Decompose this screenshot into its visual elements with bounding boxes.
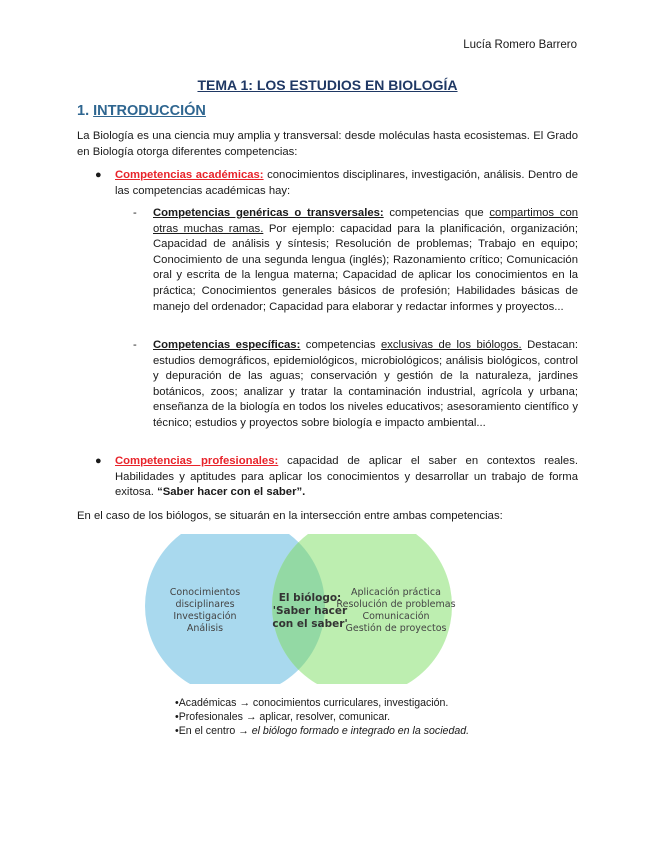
sub-specific-label: Competencias específicas:	[153, 339, 301, 351]
sub-generic-label: Competencias genéricas o transversales:	[153, 207, 384, 219]
section-label: INTRODUCCIÓN	[93, 103, 206, 119]
bullet-academic-label: Competencias académicas:	[115, 169, 264, 181]
venn-right-line: Comunicación	[362, 611, 430, 622]
venn-left-line: disciplinares	[175, 599, 235, 610]
venn-right-line: Gestión de proyectos	[345, 623, 447, 634]
dash-icon: -	[133, 339, 137, 351]
sub-specific-underlined: exclusivas de los biólogos.	[380, 339, 522, 351]
sub-specific	[133, 338, 578, 432]
legend-line-center	[175, 724, 469, 738]
dash-icon: -	[133, 207, 137, 219]
bullet-dot-icon: ●	[95, 455, 102, 467]
conclusion-paragraph: En el caso de los biólogos, se situarán en la intersección entre ambas competencias:	[77, 510, 503, 522]
section-heading	[77, 103, 206, 119]
venn-left-line: Análisis	[186, 623, 224, 634]
author-name: Lucía Romero Barrero	[463, 39, 577, 51]
legend-line-academic: •Académicas → conocimientos curriculares, investigación.	[175, 697, 449, 709]
venn-right-line: Resolución de problemas	[336, 599, 456, 610]
venn-left-line: Conocimientos	[169, 587, 241, 598]
venn-legend	[175, 696, 469, 738]
section-number: 1.	[77, 103, 90, 119]
legend-line-center-b: el biólogo formado e integrado en la sociedad.	[251, 725, 470, 737]
venn-center-line: con el saber'	[272, 618, 348, 630]
bullet-academic	[95, 168, 578, 199]
sub-generic	[133, 206, 579, 315]
legend-line-center-a: •En el centro →	[175, 725, 252, 737]
venn-right-line: Aplicación práctica	[351, 587, 441, 598]
bullet-professional-bold: “Saber hacer con el saber”.	[157, 486, 306, 499]
sub-generic-text-a: competencias que	[383, 207, 490, 219]
venn-center-line: 'Saber hacer	[272, 605, 348, 617]
sub-specific-text-b: Destacan: estudios demográficos, epidemiológicos, microbiológicos; análisis biológicos, control y depuración de las aguas; conservación y gestión de la naturaleza, jardines botánicos, zoos; analizar y tratar la contaminación industrial, agrícola y urbana; enseñanza de la biología en todos los niveles educativos; asesoramiento científico y técnico; estudios y proyectos sobre biología e impacto ambiental...	[153, 339, 578, 429]
sub-specific-text-a: competencias	[300, 339, 381, 351]
sub-generic-text-b: Por ejemplo: capacidad para la planificación, organización; Capacidad de análisis y síntesis; Resolución de problemas; Trabajo en equipo; Conocimiento de una segunda lengua (inglés); Razonamiento crítico; Comunicación oral y escrita de la lengua materna; Capacidad de aplicar los conocimientos en la práctica; Conocimientos generales básicos de profesión; Habilidades básicas de manejo del ordenador; Capacidad para elaborar y redactar informes y proyectos...	[153, 222, 578, 313]
venn-left-line: Investigación	[173, 611, 237, 622]
sub-generic-underlined: compartimos con otras muchas ramas.	[153, 207, 579, 235]
bullet-academic-text: conocimientos disciplinares, investigación, análisis. Dentro de las competencias académicas hay:	[115, 169, 578, 197]
bullet-dot-icon: ●	[95, 169, 102, 181]
legend-line-professional: •Profesionales → aplicar, resolver, comunicar.	[175, 711, 391, 723]
page-title: TEMA 1: LOS ESTUDIOS EN BIOLOGÍA	[197, 77, 458, 93]
venn-diagram	[140, 534, 485, 684]
bullet-professional-text: capacidad de aplicar el saber en contextos reales. Habilidades y aptitudes para aplicar los conocimientos y desarrollar un trabajo de forma exitosa.	[115, 455, 578, 499]
venn-center-line: El biólogo:	[278, 592, 342, 604]
bullet-professional-label: Competencias profesionales:	[115, 455, 279, 467]
bullet-professional	[95, 454, 578, 501]
intro-paragraph: La Biología es una ciencia muy amplia y transversal: desde moléculas hasta ecosistemas. El Grado en Biología otorga diferentes competencias:	[77, 130, 578, 158]
